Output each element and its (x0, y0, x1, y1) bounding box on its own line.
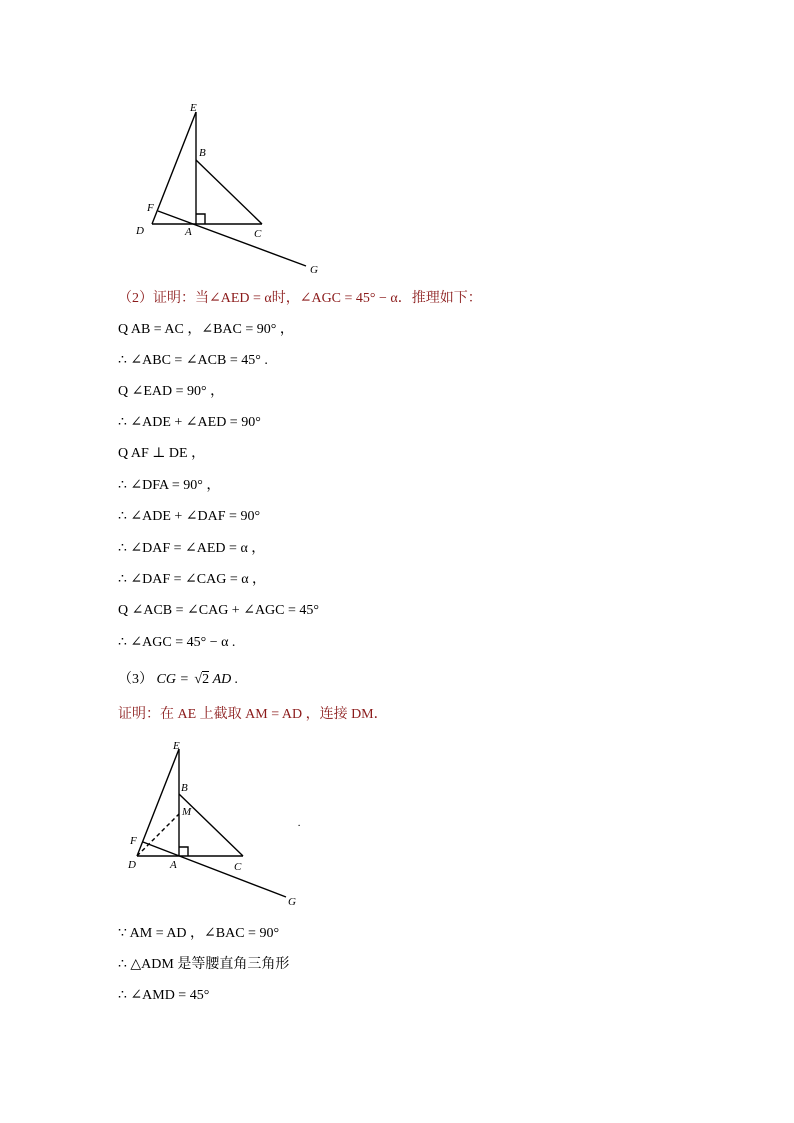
right-angle-mark (196, 214, 205, 224)
proof-step: ∴ ∠DAF = ∠AED = α ， (118, 541, 266, 556)
figure-2-svg (0, 730, 360, 915)
proof-step: Q ∠ACB = ∠CAG + ∠AGC = 45° (118, 603, 319, 618)
label-E: E (190, 102, 197, 114)
figure-1-geometry (0, 0, 360, 290)
proof-step: ∴ ∠AGC = 45° − α . (118, 635, 236, 650)
sqrt-symbol: √ (194, 672, 203, 687)
proof-step: ∴ ∠ADE + ∠DAF = 90° (118, 509, 261, 524)
proof-step: ∴ ∠ABC = ∠ACB = 45° . (118, 353, 268, 368)
proof-step: ∴ ∠ADE + ∠AED = 90° (118, 415, 261, 430)
part3-claim (118, 671, 238, 689)
part3-proof-intro: 证明：在 AE 上截取 AM = AD ，连接 DM． (118, 707, 388, 722)
proof-step: ∴ △ADM 是等腰直角三角形 (118, 957, 290, 972)
segment-FG (158, 211, 306, 266)
label-A: A (185, 226, 192, 238)
figure-1-svg (0, 0, 360, 290)
label-D: D (128, 859, 136, 871)
claim-sqrt-value: 2 (202, 672, 210, 687)
label-E: E (173, 740, 180, 752)
label-B: B (181, 782, 188, 794)
part2-intro: （2）证明：当∠AED = α时，∠AGC = 45° − α．推理如下： (118, 291, 482, 306)
proof-step: ∴ ∠DAF = ∠CAG = α ， (118, 572, 267, 587)
label-C: C (234, 861, 242, 873)
proof-step: ∵ AM = AD ，∠BAC = 90° (118, 926, 280, 941)
label-M: M (182, 806, 192, 818)
label-A: A (170, 859, 177, 871)
label-G: G (310, 264, 318, 276)
label-C: C (254, 228, 262, 240)
claim-right: AD . (212, 672, 239, 687)
segment-ED (137, 749, 179, 856)
claim-left: CG = (156, 672, 189, 687)
right-angle-mark (179, 847, 188, 856)
segment-FG (143, 842, 286, 897)
label-F: F (147, 202, 154, 214)
label-B: B (199, 147, 206, 159)
label-G: G (288, 896, 296, 908)
proof-step: Q AF ⊥ DE ， (118, 446, 206, 461)
proof-step: Q AB = AC ，∠BAC = 90° ， (118, 322, 294, 337)
label-F: F (130, 835, 137, 847)
segment-ED (152, 112, 196, 224)
proof-step: ∴ ∠AMD = 45° (118, 988, 210, 1003)
segment-BC (196, 160, 262, 224)
proof-step: Q ∠EAD = 90° ， (118, 384, 225, 399)
label-D: D (136, 225, 144, 237)
figure-2-geometry (0, 730, 360, 915)
proof-step: ∴ ∠DFA = 90° ， (118, 478, 221, 493)
segment-DM-dashed (137, 814, 179, 856)
stray-dot: . (298, 817, 301, 829)
part3-label: （3） (118, 672, 153, 687)
